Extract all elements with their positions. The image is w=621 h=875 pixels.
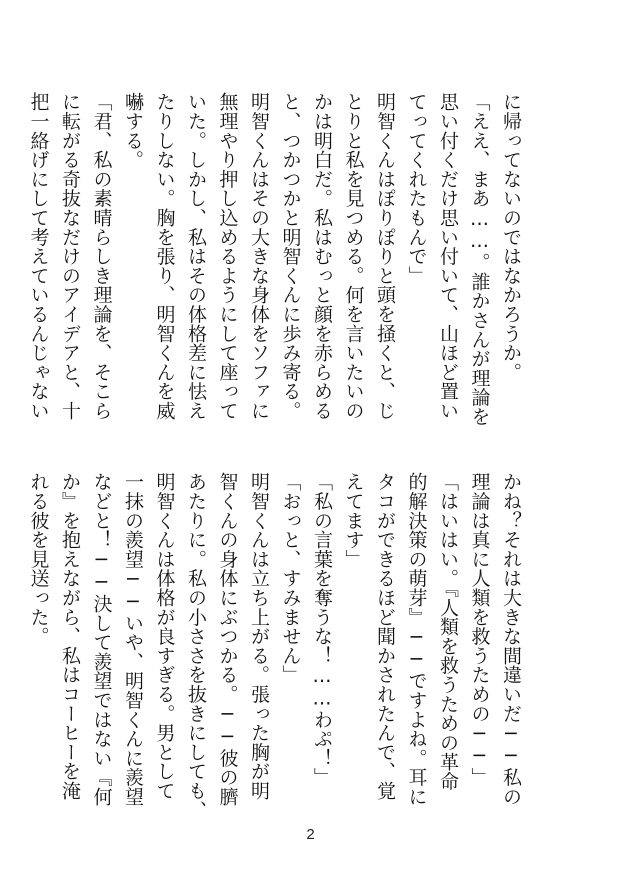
text-line: かね？それは大きな間違いだ──私の — [500, 472, 522, 807]
page-number: 2 — [306, 826, 315, 843]
text-line: えてます」 — [342, 472, 365, 569]
text-line: 明智くんは立ち上がる。張った胸が明 — [248, 472, 270, 801]
text-block-upper — [22, 92, 526, 434]
text-line: タコができるほど聞かされたんで、覚 — [374, 472, 396, 801]
text-line: 無理やり押し込めるようにして座って — [216, 92, 239, 421]
text-line: と、つかつかと明智くんに歩み寄る。 — [279, 92, 302, 421]
text-line: 理論は真に人類を救うための──」 — [468, 472, 491, 787]
text-line: かは明白だ。私はむっと顔を赤らめる — [311, 92, 333, 421]
text-line: てってくれたもんで」 — [405, 92, 428, 285]
text-line: あたりに。私の小ささを抜きにしても、 — [185, 472, 207, 820]
text-line: 明智くんはぽりぽりと頭を掻くと、じ — [374, 92, 396, 421]
text-line: れる彼を見送った。 — [27, 472, 50, 646]
text-line: 思い付くだけ思い付いて、山ほど置い — [437, 92, 459, 421]
text-line: 「はいはい。『人類を救うための革命 — [437, 472, 459, 791]
text-line: 明智くんはその大きな身体をソファに — [248, 92, 270, 421]
text-line: 明智くんは体格が良すぎる。男として — [153, 472, 176, 801]
text-line: とりと私を見つめる。何を言いたいの — [342, 92, 365, 421]
text-line: 智くんの身体にぶつかる。──彼の臍 — [216, 472, 239, 807]
text-line: か』を抱えながら、私はコーヒーを淹 — [59, 472, 81, 801]
text-line: に転がる奇抜なだけのアイデアと、十 — [59, 92, 81, 421]
text-line: 把一絡げにして考えているんじゃない — [27, 92, 50, 421]
text-line: などと！──決して羨望ではない『何 — [90, 472, 113, 807]
text-line: たりしない。胸を張り、明智くんを威 — [153, 92, 176, 421]
text-line: 的解決策の萌芽』──ですよね。耳に — [405, 472, 428, 807]
text-line: 「私の言葉を奪うな！……わぷ！」 — [311, 472, 333, 787]
text-line: 「おっと、すみません」 — [279, 472, 302, 685]
text-line: に帰ってないのではなかろうか。 — [500, 92, 522, 382]
text-line: 嚇する。 — [122, 92, 144, 170]
text-block-lower — [22, 472, 526, 820]
text-line: 一抹の羨望──いや、明智くんに羨望 — [122, 472, 144, 807]
text-line: 「君、私の素晴らしき理論を、そこら — [90, 92, 113, 421]
text-line: いた。しかし、私はその体格差に怯え — [185, 92, 207, 421]
text-line: 「ええ、まあ……。誰かさんが理論を — [468, 92, 491, 427]
